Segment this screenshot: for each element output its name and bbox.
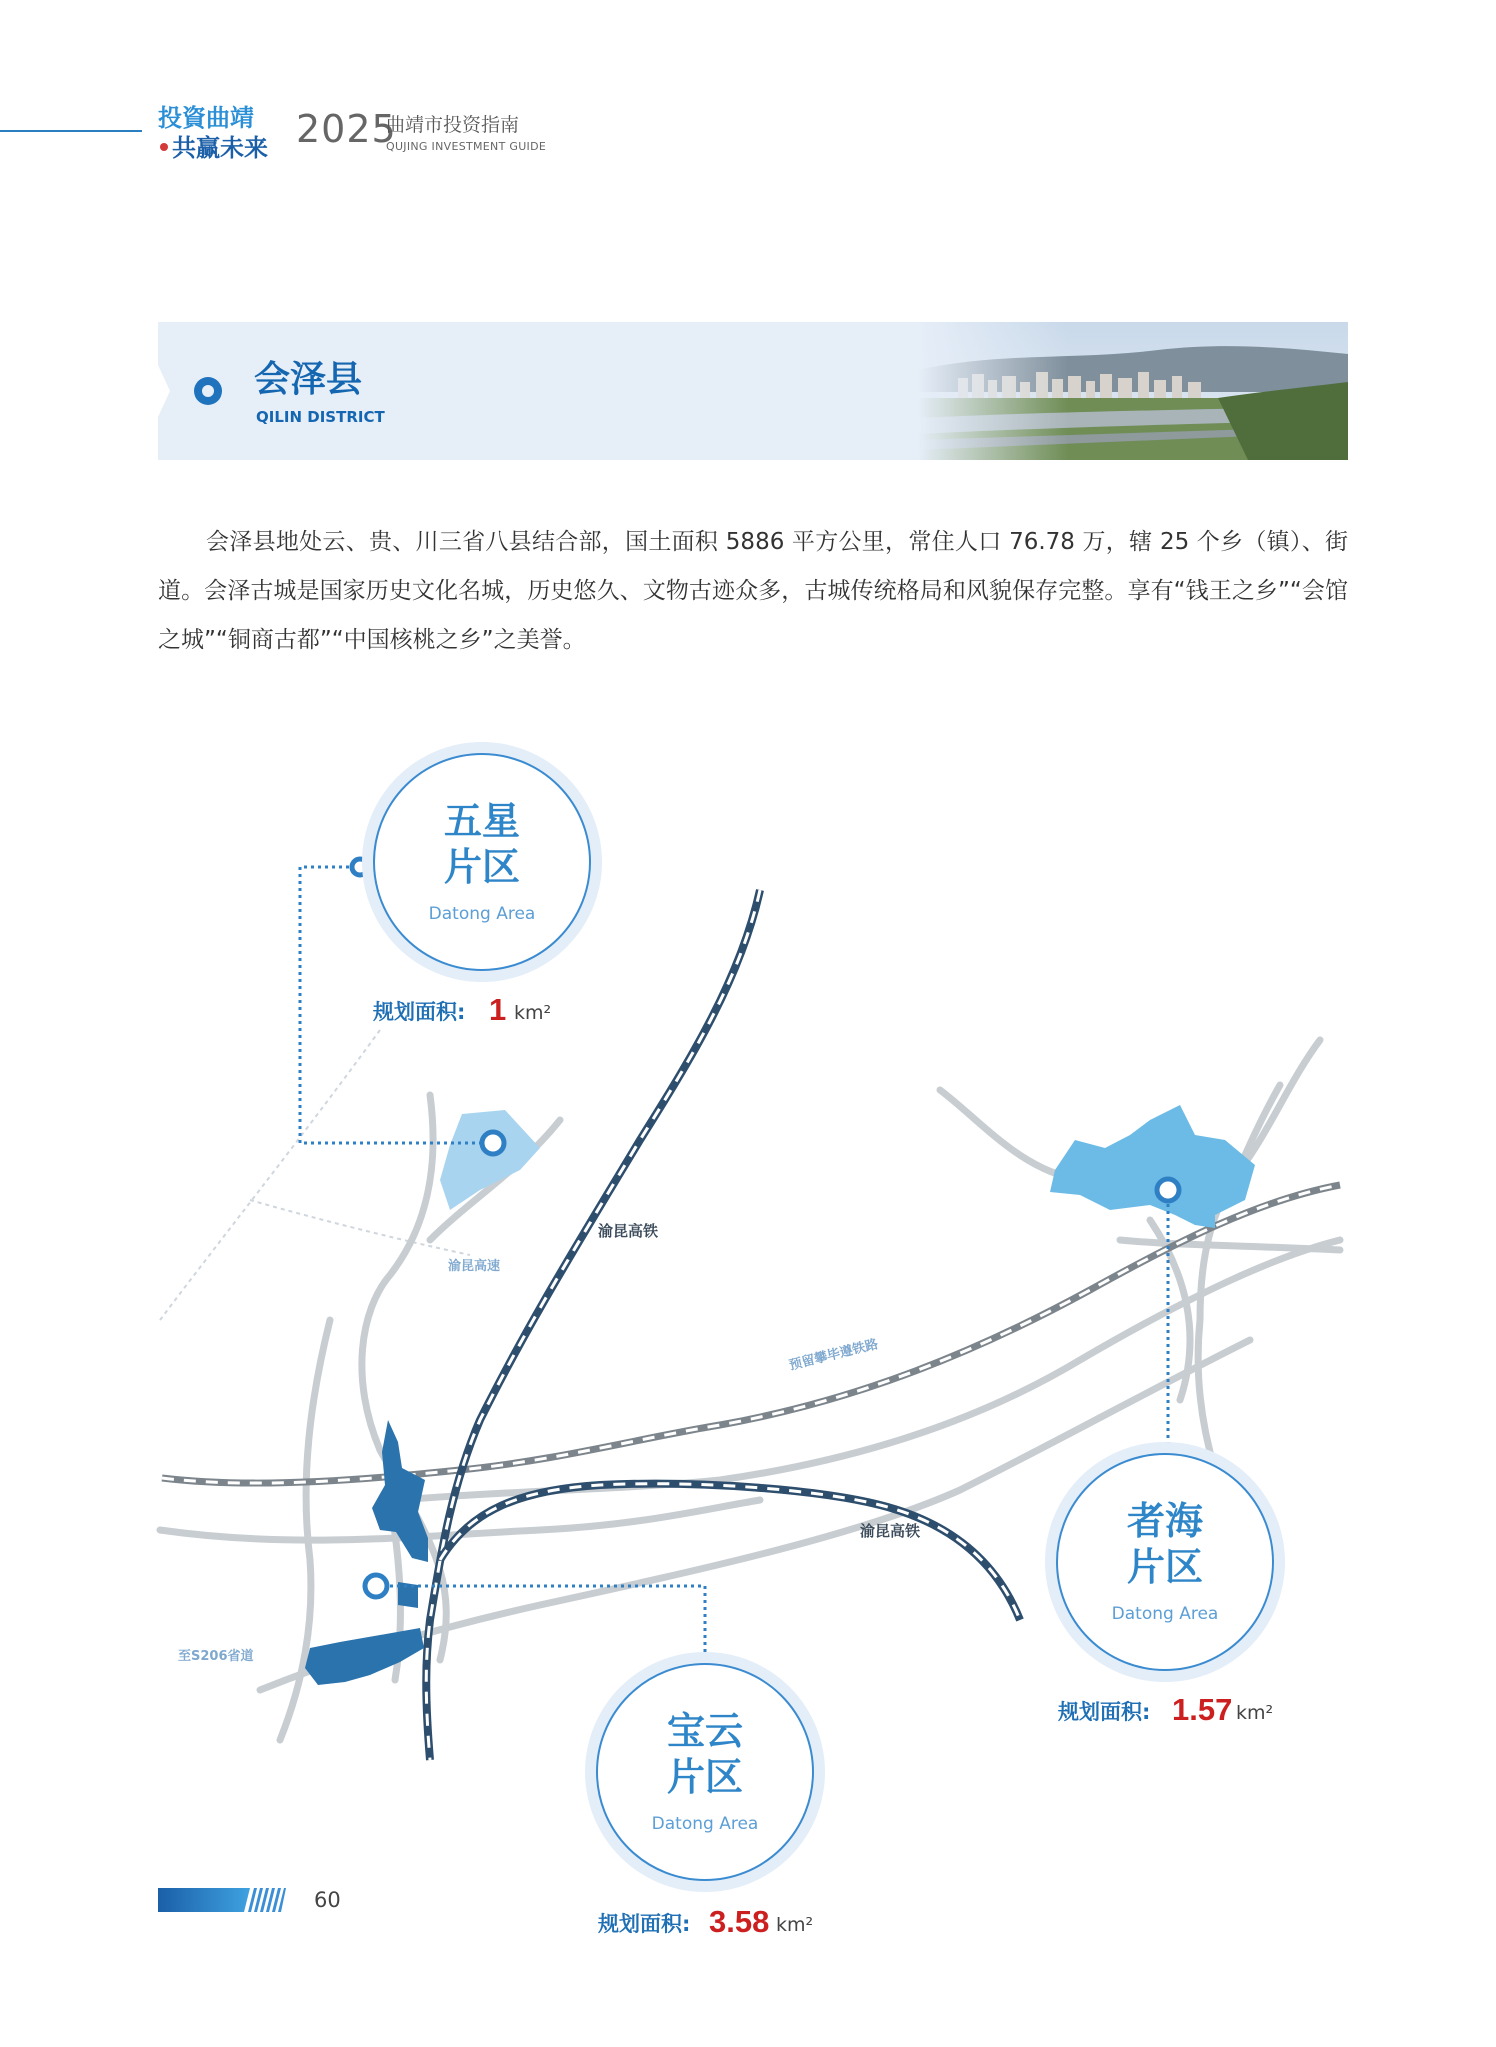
area-size-unit: km² <box>1236 1702 1274 1724</box>
footer-decoration <box>158 1888 286 1912</box>
area-size-unit: km² <box>776 1914 814 1936</box>
area-name-line1: 宝云 <box>666 1709 743 1753</box>
expressway-label: 渝昆高速 <box>448 1259 501 1274</box>
area-circle-wuxing <box>362 742 602 982</box>
area-name-en: Datong Area <box>428 904 536 924</box>
area-name-line1: 者海 <box>1126 1499 1203 1543</box>
area-size-value: 1.57 <box>1172 1692 1233 1727</box>
area-size-label: 规划面积: <box>598 1912 691 1936</box>
section-title: 会泽县 <box>254 359 363 400</box>
area-circle-zhehai <box>1045 1442 1285 1682</box>
section-banner <box>158 322 1348 460</box>
city-panorama-image <box>918 322 1348 460</box>
area-size-label: 规划面积: <box>1058 1700 1151 1724</box>
planned-railway-label: 预留攀毕遵铁路 <box>787 1337 880 1374</box>
area-name-line2: 片区 <box>1126 1545 1203 1589</box>
intro-paragraph: 会泽县地处云、贵、川三省八县结合部，国土面积 5886 平方公里，常住人口 76.78 万，辖 25 个乡（镇）、街道。会泽古城是国家历史文化名城，历史悠久、文物古迹众多，古城传统格局和风貌保存完整。享有“钱王之乡”“会馆之城”“铜商古都”“中国核桃之乡”之美誉。 <box>158 529 1348 653</box>
section-bullet-icon <box>194 377 222 405</box>
header-subtitle: QUJING INVESTMENT GUIDE <box>386 140 547 153</box>
svg-text:共赢未来: 共赢未来 <box>172 134 268 162</box>
area-name-line2: 片区 <box>443 845 520 889</box>
area-name-en: Datong Area <box>1111 1604 1219 1624</box>
banner-notch <box>158 322 178 460</box>
area-name-line1: 五星 <box>443 799 520 843</box>
area-size-value: 1 <box>489 992 507 1027</box>
svg-text:投資曲靖: 投資曲靖 <box>158 104 254 132</box>
provincial-road-label: 至S206省道 <box>178 1649 254 1664</box>
header-rule <box>0 130 142 132</box>
railway-label-north: 渝昆高铁 <box>598 1222 659 1240</box>
header-year: 2025 <box>296 107 397 151</box>
area-size-label: 规划面积: <box>373 1000 466 1024</box>
area-size-value: 3.58 <box>709 1904 770 1939</box>
page-number: 60 <box>314 1888 341 1912</box>
area-size-unit: km² <box>514 1002 552 1024</box>
brand-logo <box>158 100 288 162</box>
area-circle-baoyun <box>585 1652 825 1892</box>
section-subtitle: QILIN DISTRICT <box>256 408 385 426</box>
area-name-en: Datong Area <box>651 1814 759 1834</box>
header-title: 曲靖市投资指南 <box>386 114 520 136</box>
railway-label-east: 渝昆高铁 <box>860 1522 921 1540</box>
area-name-line2: 片区 <box>666 1755 743 1799</box>
